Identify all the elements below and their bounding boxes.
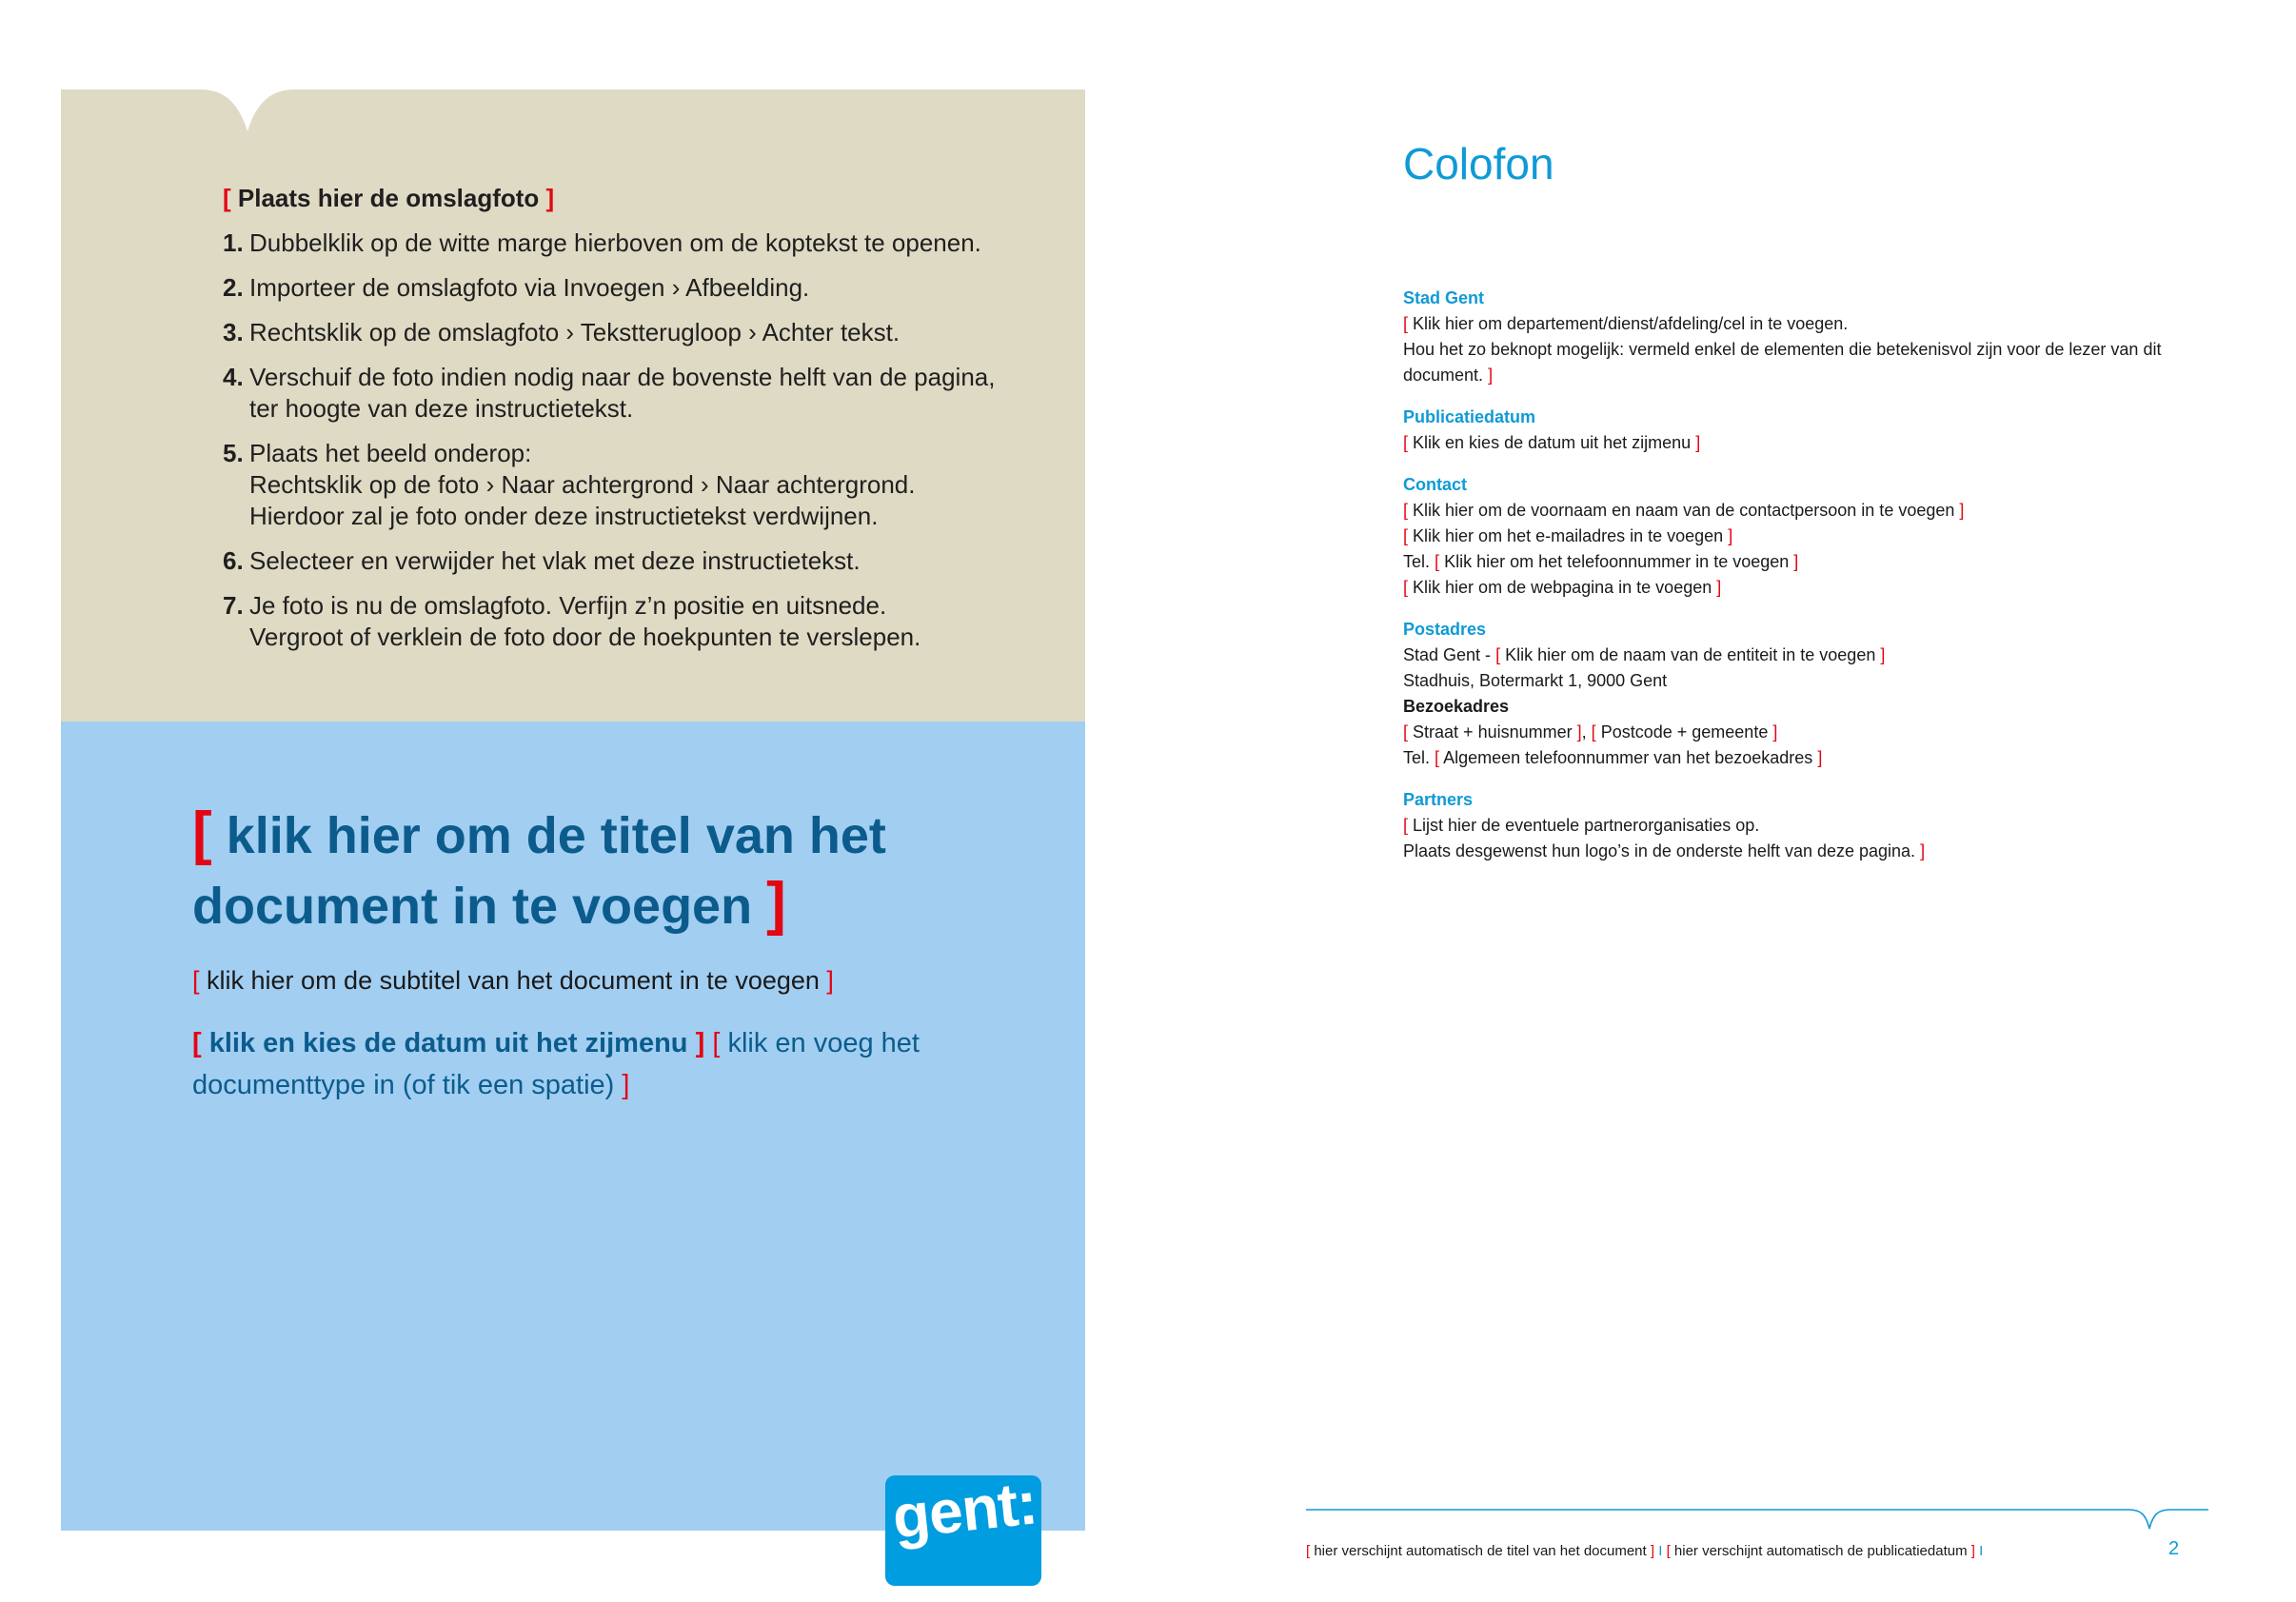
tel-label: Tel. (1403, 748, 1431, 767)
instruction-step-2 (223, 272, 1041, 304)
section-contact (1403, 472, 2241, 601)
bracket-open: [ (1306, 1543, 1311, 1559)
postal-address: Stadhuis, Botermarkt 1, 9000 Gent (1403, 671, 1668, 690)
step-number: 4. (223, 363, 244, 391)
entity-line (1403, 643, 2241, 668)
cover-page (61, 89, 1085, 1552)
contact-name-field[interactable] (1403, 498, 2241, 524)
step-number: 2. (223, 273, 244, 302)
contact-email-field[interactable] (1403, 524, 2241, 549)
bracket-open: [ (1591, 722, 1596, 742)
bracket-open: [ (192, 966, 200, 995)
instruction-step-6 (223, 545, 1041, 577)
bracket-close: ] (1728, 526, 1733, 545)
section-title: Postadres (1403, 620, 1487, 639)
entity-prefix: Stad Gent - (1403, 645, 1492, 664)
contact-name-text[interactable]: Klik hier om de voornaam en naam van de contactpersoon in te voegen (1413, 501, 1955, 520)
gent-logo-text: gent: (889, 1468, 1040, 1552)
document-type-text[interactable]: klik en voeg het documenttype in (of tik een spatie) (192, 1028, 920, 1100)
section-title: Publicatiedatum (1403, 407, 1536, 426)
instruction-steps (223, 227, 1041, 653)
document-subtitle-field[interactable] (192, 963, 1011, 998)
instructions-heading-text[interactable]: Plaats hier de omslagfoto (237, 184, 540, 212)
bracket-close: ] (1880, 645, 1886, 664)
instruction-step-3 (223, 317, 1041, 348)
footer-date: hier verschijnt automatisch de publicatiedatum (1673, 1543, 1968, 1559)
contact-webpage-field[interactable] (1403, 575, 2241, 601)
bracket-close: ] (766, 871, 786, 937)
page-number: 2 (2168, 1538, 2180, 1559)
cover-photo-instructions (223, 183, 1041, 666)
footer-text (1306, 1542, 1983, 1561)
step-text: Dubbelklik op de witte marge hierboven om de koptekst te openen. (249, 228, 981, 257)
bracket-close: ] (1576, 722, 1582, 742)
section-stad-gent (1403, 286, 2241, 388)
bracket-close: ] (545, 184, 555, 212)
step-number: 7. (223, 591, 244, 620)
bracket-open: [ (1435, 748, 1440, 767)
bracket-close: ] (695, 1028, 705, 1058)
department-field[interactable] (1403, 311, 2241, 337)
footer-separator: I (1979, 1543, 1984, 1559)
bracket-close: ] (826, 966, 834, 995)
footer-rule (1306, 1508, 2208, 1531)
bracket-open: [ (712, 1028, 721, 1058)
bracket-close: ] (622, 1070, 630, 1100)
partners-text[interactable]: Lijst hier de eventuele partnerorganisaties op. (1413, 816, 1760, 835)
entity-field[interactable] (1495, 645, 1885, 664)
step-text: Selecteer en verwijder het vlak met deze instructietekst. (249, 546, 861, 575)
step-text: Importeer de omslagfoto via Invoegen › Afbeelding. (249, 273, 810, 302)
step-text: Rechtsklik op de omslagfoto › Tekstterugloop › Achter tekst. (249, 318, 901, 346)
bracket-close: ] (1716, 578, 1722, 597)
step-number: 3. (223, 318, 244, 346)
step-text: Rechtsklik op de foto › Naar achtergrond › Naar achtergrond. (249, 470, 916, 499)
department-hint: Hou het zo beknopt mogelijk: vermeld enkel de elementen die betekenisvol zijn voor de lezer van dit (1403, 340, 2162, 359)
visit-phone-text[interactable]: Algemeen telefoonnummer van het bezoekadres (1443, 748, 1813, 767)
step-number: 6. (223, 546, 244, 575)
contact-phone-field[interactable] (1435, 552, 1798, 571)
bracket-close: ] (1959, 501, 1965, 520)
section-postadres (1403, 617, 2241, 771)
bracket-close: ] (1793, 552, 1799, 571)
bracket-open: [ (1666, 1543, 1671, 1559)
footer-title: hier verschijnt automatisch de titel van het document (1314, 1543, 1647, 1559)
date-text[interactable]: klik en kies de datum uit het zijmenu (208, 1028, 688, 1058)
bracket-close: ] (1970, 1543, 1975, 1559)
postcode-text[interactable]: Postcode + gemeente (1600, 722, 1769, 742)
bracket-open: [ (192, 801, 212, 866)
comma: , (1581, 722, 1587, 742)
visit-phone-field[interactable] (1435, 748, 1822, 767)
section-publicatiedatum (1403, 405, 2241, 456)
bracket-close: ] (1488, 366, 1494, 385)
contact-webpage-text[interactable]: Klik hier om de webpagina in te voegen (1413, 578, 1712, 597)
department-hint-text: document. (1403, 366, 1484, 385)
partners-field[interactable] (1403, 813, 2241, 839)
step-text: Vergroot of verklein de foto door de hoekpunten te verslepen. (249, 623, 921, 651)
contact-phone-text[interactable]: Klik hier om het telefoonnummer in te voegen (1444, 552, 1790, 571)
bracket-open: [ (223, 184, 231, 212)
date-picker-field[interactable] (192, 1028, 704, 1058)
instructions-heading (223, 183, 1041, 214)
section-partners (1403, 787, 2241, 864)
colofon-content (1403, 286, 2241, 880)
step-text: Hierdoor zal je foto onder deze instructietekst verdwijnen. (249, 502, 879, 530)
bracket-open: [ (1403, 501, 1409, 520)
visit-address-title: Bezoekadres (1403, 697, 1510, 716)
department-text[interactable]: Klik hier om departement/dienst/afdeling/cel in te voegen. (1413, 314, 1849, 333)
entity-text[interactable]: Klik hier om de naam van de entiteit in te voegen (1505, 645, 1876, 664)
department-hint-end (1403, 363, 2241, 388)
section-title: Stad Gent (1403, 288, 1485, 307)
instruction-step-1 (223, 227, 1041, 259)
bracket-open: [ (1403, 578, 1409, 597)
contact-email-text[interactable]: Klik hier om het e-mailadres in te voegen (1413, 526, 1724, 545)
colofon-title: Colofon (1403, 139, 1554, 188)
document-subtitle-text[interactable]: klik hier om de subtitel van het document in te voegen (207, 966, 820, 995)
partners-hint (1403, 839, 2241, 864)
publication-date-field[interactable] (1403, 430, 2241, 456)
bracket-open: [ (192, 1028, 202, 1058)
footer-rule-curve (1306, 1510, 2208, 1529)
instruction-step-7 (223, 590, 1041, 653)
bracket-close: ] (1695, 433, 1701, 452)
bracket-open: [ (1403, 722, 1409, 742)
document-title-field[interactable] (192, 800, 1011, 940)
step-number: 5. (223, 439, 244, 467)
cover-title-panel (61, 722, 1085, 1552)
step-number: 1. (223, 228, 244, 257)
section-title: Contact (1403, 475, 1467, 494)
bracket-open: [ (1403, 526, 1409, 545)
visit-address-line (1403, 720, 2241, 745)
footer-separator: I (1658, 1543, 1663, 1559)
step-text: Je foto is nu de omslagfoto. Verfijn z’n positie en uitsnede. (249, 591, 887, 620)
street-text[interactable]: Straat + huisnummer (1413, 722, 1573, 742)
document-meta (192, 1022, 973, 1106)
step-text: Verschuif de foto indien nodig naar de bovenste helft van de pagina, (249, 363, 996, 391)
contact-phone-line (1403, 549, 2241, 575)
bracket-close: ] (1650, 1543, 1655, 1559)
bracket-close: ] (1920, 841, 1926, 860)
step-text: ter hoogte van deze instructietekst. (249, 394, 634, 423)
bracket-open: [ (1435, 552, 1440, 571)
partners-hint-text: Plaats desgewenst hun logo’s in de onderste helft van deze pagina. (1403, 841, 1916, 860)
bracket-close: ] (1772, 722, 1778, 742)
step-text: Plaats het beeld onderop: (249, 439, 532, 467)
street-field[interactable] (1403, 722, 1582, 742)
document-title-text[interactable]: klik hier om de titel van het document in te voegen (192, 807, 886, 935)
bracket-open: [ (1403, 816, 1409, 835)
instruction-step-5 (223, 438, 1041, 532)
gent-logo (885, 1468, 1041, 1586)
bracket-open: [ (1403, 314, 1409, 333)
bracket-open: [ (1403, 433, 1409, 452)
publication-date-text[interactable]: Klik en kies de datum uit het zijmenu (1413, 433, 1692, 452)
instruction-step-4 (223, 362, 1041, 425)
bracket-close: ] (1817, 748, 1823, 767)
postcode-field[interactable] (1592, 722, 1778, 742)
visit-phone-line (1403, 745, 2241, 771)
bracket-open: [ (1495, 645, 1501, 664)
tel-label: Tel. (1403, 552, 1431, 571)
section-title: Partners (1403, 790, 1474, 809)
